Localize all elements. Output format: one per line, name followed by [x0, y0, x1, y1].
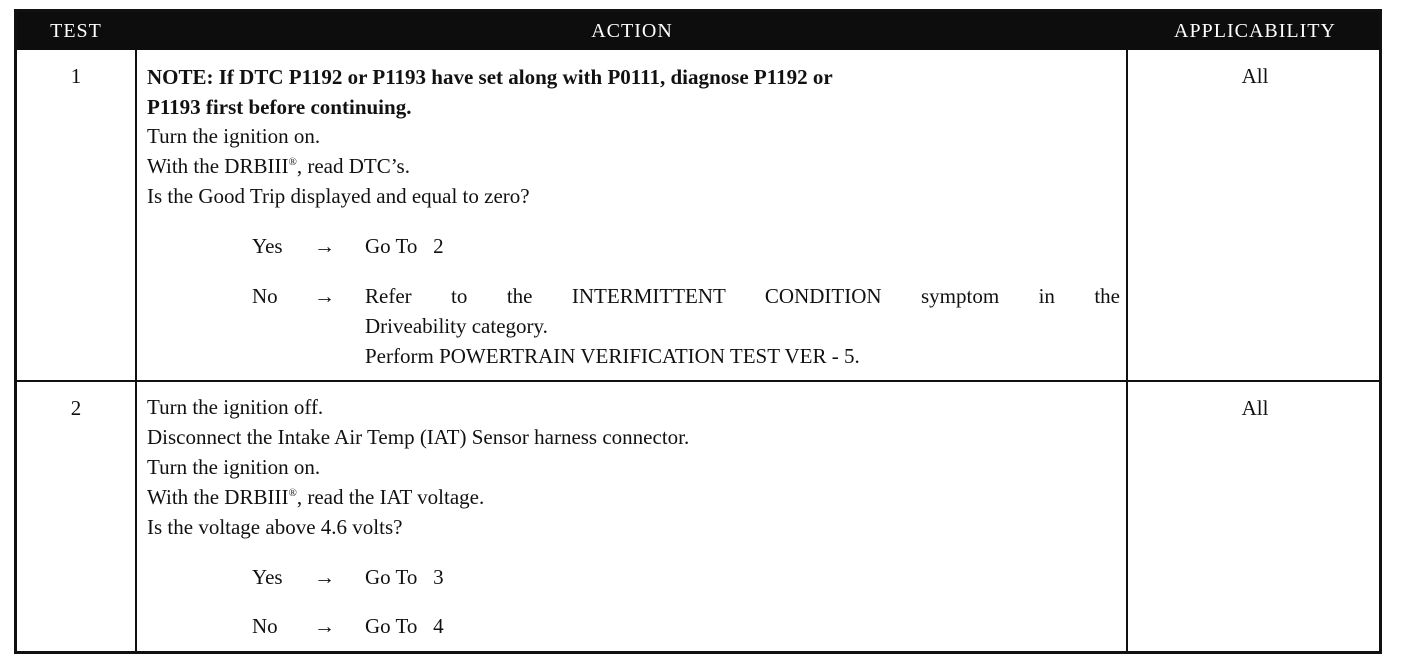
yes-result: Go To 3 [365, 565, 444, 589]
no-answer: No [252, 614, 278, 638]
no-result-continued: Driveability category. [365, 314, 548, 338]
header-action: ACTION [591, 20, 673, 42]
arrow-icon: → [314, 614, 335, 638]
column-divider [1126, 50, 1128, 654]
step-text: With the DRBIII®, read DTC’s. [147, 154, 410, 178]
no-answer: No [252, 284, 278, 308]
step-text: Turn the ignition on. [147, 455, 321, 479]
arrow-icon: → [314, 284, 335, 308]
header-applicability: APPLICABILITY [1174, 20, 1336, 42]
row-divider [17, 380, 1379, 382]
header-test: TEST [50, 20, 102, 42]
arrow-icon: → [314, 565, 335, 589]
test-number: 2 [70, 396, 82, 420]
arrow-icon: → [314, 234, 335, 258]
applicability-value: All [1241, 396, 1269, 420]
note-text: NOTE: If DTC P1192 or P1193 have set along with P0111, diagnose P1192 or [147, 65, 833, 89]
yes-answer: Yes [252, 234, 283, 258]
step-text: With the DRBIII®, read the IAT voltage. [147, 485, 485, 509]
table-header [17, 12, 1379, 50]
applicability-value: All [1241, 64, 1269, 88]
no-result-continued: Perform POWERTRAIN VERIFICATION TEST VER - 5. [365, 344, 860, 368]
column-divider [135, 50, 137, 654]
test-number: 1 [70, 64, 82, 88]
step-text: Turn the ignition on. [147, 124, 321, 148]
yes-result: Go To 2 [365, 234, 444, 258]
note-text-continued: P1193 first before continuing. [147, 95, 412, 119]
diagnostic-test-table [14, 9, 1382, 654]
no-result: Refer to the INTERMITTENT CONDITION symptom in the [365, 284, 1120, 308]
question-text: Is the voltage above 4.6 volts? [147, 515, 403, 539]
step-text: Disconnect the Intake Air Temp (IAT) Sensor harness connector. [147, 425, 690, 449]
question-text: Is the Good Trip displayed and equal to zero? [147, 184, 530, 208]
yes-answer: Yes [252, 565, 283, 589]
no-result: Go To 4 [365, 614, 444, 638]
step-text: Turn the ignition off. [147, 395, 324, 419]
